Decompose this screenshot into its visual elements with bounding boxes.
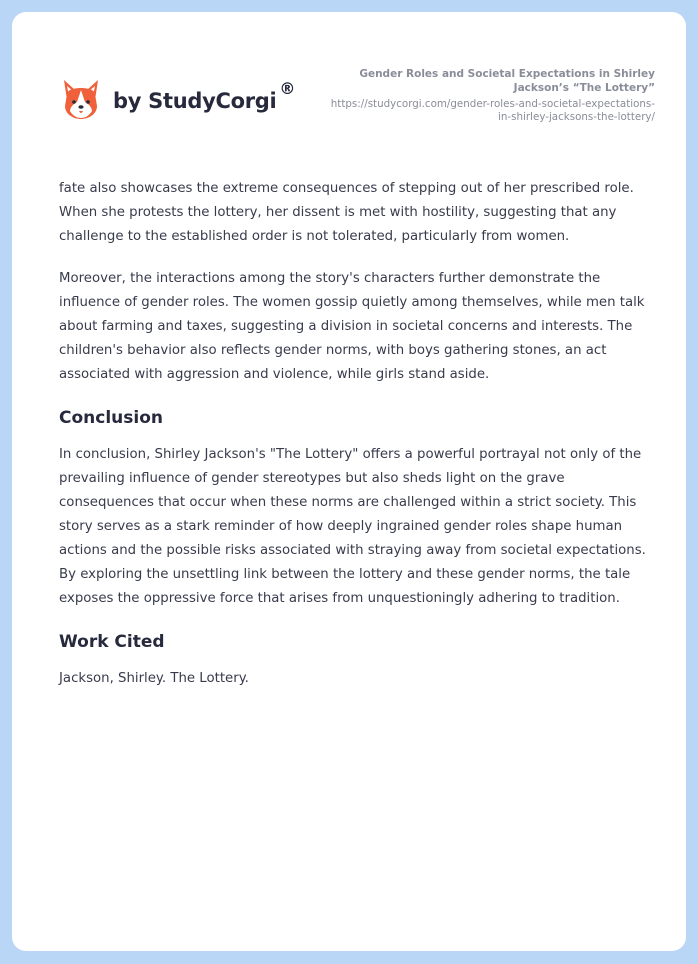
document-url[interactable]: https://studycorgi.com/gender-roles-and-societal-expectations-in-shirley-jacksons-the-lottery/ [330, 98, 655, 123]
section-heading-conclusion: Conclusion [59, 408, 163, 428]
registered-mark: ® [279, 78, 296, 98]
brand-name: by StudyCorgi [113, 89, 277, 113]
document-page [12, 12, 686, 951]
paragraph: Moreover, the interactions among the story's characters further demonstrate the influence of gender roles. The women gossip quietly among themselves, while men talk about farming and taxes, suggesting a division in societal concerns and interests. The children's behavior also reflects gender norms, with boys gathering stones, an act associated with aggression and violence, while girls stand aside. [59, 271, 645, 382]
corgi-logo-icon [61, 76, 101, 120]
document-body [59, 177, 659, 709]
studycorgi-logo[interactable] [61, 76, 295, 120]
paragraph: fate also showcases the extreme consequences of stepping out of her prescribed role. When she protests the lottery, her dissent is met with hostility, suggesting that any challenge to the established order is not tolerated, particularly from women. [59, 181, 634, 244]
document-title: Gender Roles and Societal Expectations in Shirley Jackson’s “The Lottery” [359, 68, 655, 94]
paragraph: In conclusion, Shirley Jackson's "The Lottery" offers a powerful portrayal not only of the prevailing influence of gender stereotypes but also sheds light on the grave consequences that occur when these norms are challenged within a strict society. This story serves as a stark reminder of how deeply ingrained gender roles shape human actions and the possible risks associated with straying away from societal expectations. By exploring the unsettling link between the lottery and these gender norms, the tale exposes the oppressive force that arises from unquestioningly adhering to tradition. [59, 447, 646, 606]
section-heading-work-cited: Work Cited [59, 632, 165, 652]
citation-entry: Jackson, Shirley. The Lottery. [59, 671, 249, 686]
document-source [325, 67, 655, 124]
